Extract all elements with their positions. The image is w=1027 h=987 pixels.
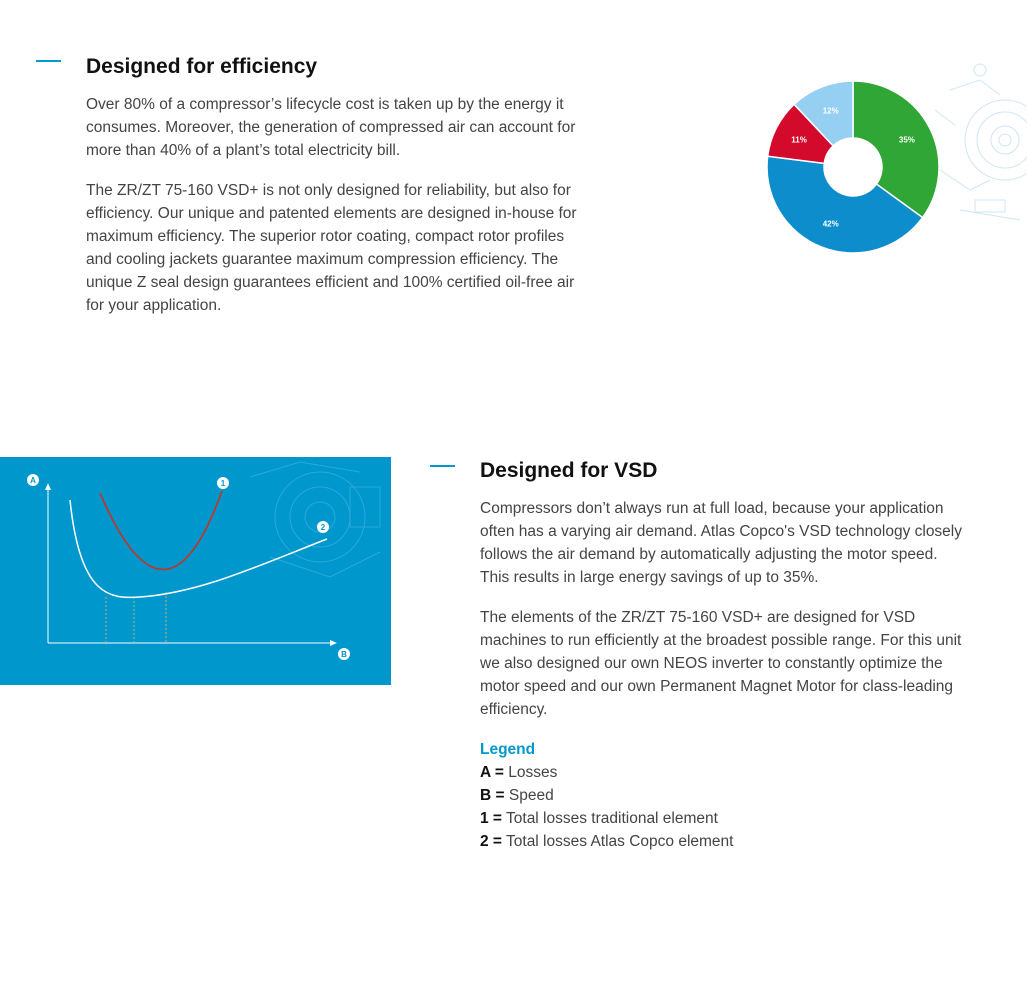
marker-a [27,474,39,486]
vsd-paragraph-2: The elements of the ZR/ZT 75-160 VSD+ are designed for VSD machines to run efficiently at the broadest possible range. For this unit we also designed our own NEOS inverter to constantly optimize the motor speed and our own Permanent Magnet Motor for class-leading efficiency. [480,609,962,718]
marker-b [338,648,350,660]
legend [480,738,733,853]
legend-item [480,830,733,853]
efficiency-paragraph-2: The ZR/ZT 75-160 VSD+ is not only designed for reliability, but also for efficiency. Our unique and patented elements are designed in-house for maximum efficiency. The superior rotor coating, compact rotor profiles and cooling jackets guarantee maximum compression efficiency. The unique Z seal design guarantees efficient and 100% certified oil-free air for your application. [86,182,577,314]
curve-traditional [100,491,222,570]
legend-text: Speed [504,787,554,804]
section-title-vsd: Designed for VSD [480,459,658,482]
losses-speed-graph [0,457,391,685]
legend-key: B = [480,787,505,804]
legend-item [480,784,733,807]
vsd-paragraph-1: Compressors don’t always run at full load, because your application often has a varying air demand. Atlas Copco's VSD technology closely follows the air demand by automatically adjusting the motor speed. This results in large energy savings of up to 35%. [480,500,962,586]
marker-1 [217,477,229,489]
axis-label-x: B [341,650,347,659]
energy-donut-chart [760,74,946,260]
legend-item [480,761,733,784]
series-label-1: 1 [220,479,226,488]
section-title-efficiency: Designed for efficiency [86,55,318,78]
donut-slice-label: 42% [822,219,839,229]
donut-slice-label: 11% [791,135,807,145]
legend-item [480,807,733,830]
marker-2 [317,521,329,533]
legend-key: A = [480,764,504,781]
legend-text: Total losses traditional element [501,810,718,827]
legend-text: Losses [503,764,558,781]
y-axis-arrow [45,483,51,490]
donut-slice-label: 12% [822,106,839,116]
efficiency-paragraph-1: Over 80% of a compressor’s lifecycle cost is taken up by the energy it consumes. Moreover, the generation of compressed air can account for more than 40% of a plant’s total electricity bill. [86,96,576,159]
donut-slice-label: 35% [898,135,915,145]
series-label-2: 2 [320,523,326,532]
legend-key: 1 = [480,810,502,827]
legend-text: Total losses Atlas Copco element [501,833,734,850]
section-accent-line [430,465,455,467]
blueprint-decoration [250,462,380,577]
legend-title: Legend [480,741,536,758]
axis-label-y: A [30,476,36,485]
x-axis-arrow [330,640,337,646]
section-accent-line [36,60,61,62]
legend-key: 2 = [480,833,502,850]
